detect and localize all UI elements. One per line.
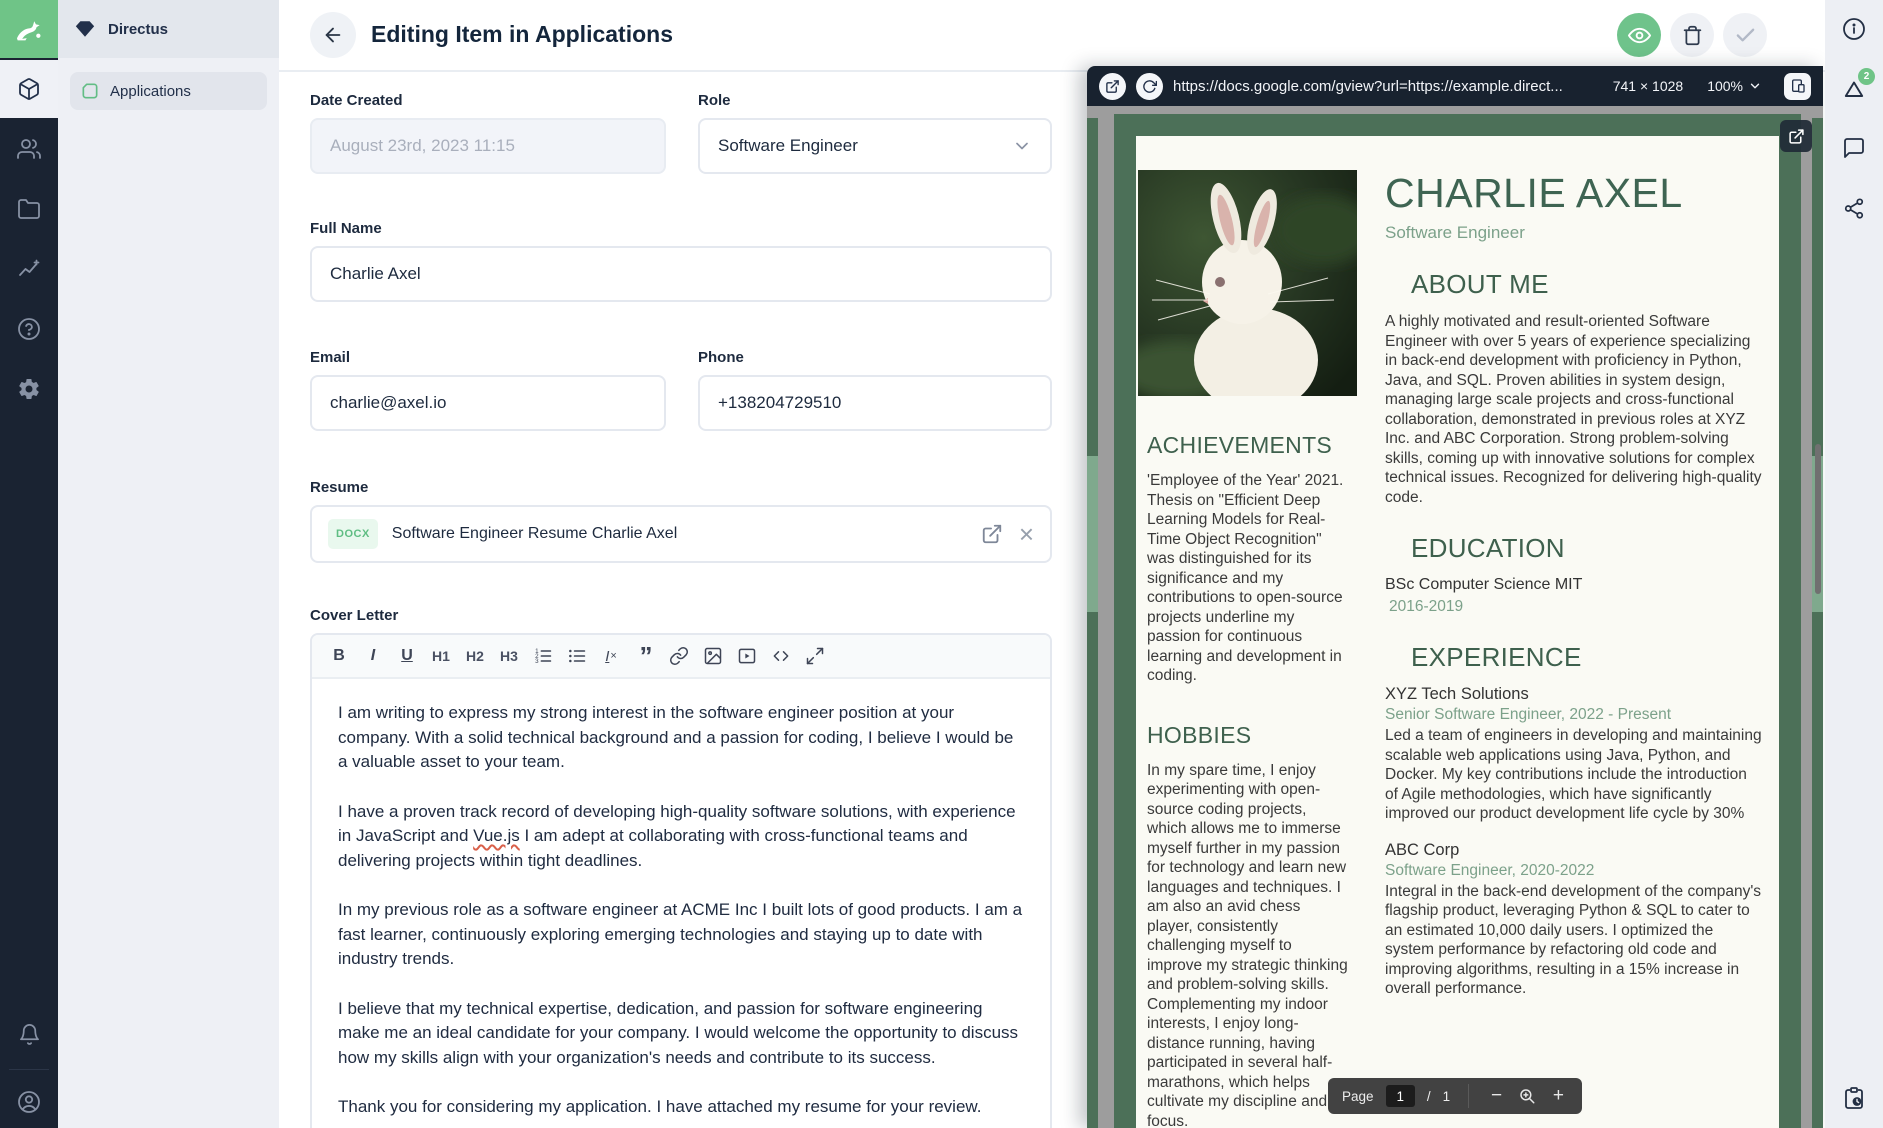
info-button[interactable] [1842,17,1866,41]
help-icon [17,317,41,341]
job-company: XYZ Tech Solutions [1385,685,1529,703]
project-switcher[interactable] [58,0,279,58]
fullscreen-button[interactable] [802,641,828,671]
notifications-button[interactable] [0,1005,58,1063]
module-help[interactable] [0,300,58,358]
file-type-badge: DOCX [328,519,378,549]
paragraph: I am writing to express my strong interest in the software engineer position at your company. With a solid technical background and a passion for coding, I believe I would be a valuable asset to your team. [338,703,1014,771]
popout-button[interactable] [1780,120,1812,152]
email-value: charlie@axel.io [330,393,447,412]
resume-file-name: Software Engineer Resume Charlie Axel [391,525,678,542]
back-button[interactable] [310,12,356,58]
display-size-button[interactable] [1784,73,1811,100]
page-label: Page [1342,1088,1374,1104]
page-header [279,0,1825,72]
refresh-button[interactable] [1136,73,1163,100]
experience-job [1385,841,1763,999]
email-label: Email [310,349,351,366]
h1-button[interactable]: H1 [432,648,450,664]
project-name: Directus [108,20,169,38]
resume-label: Resume [310,479,369,496]
clipboard-clock-icon [1842,1086,1866,1110]
display-size-icon [1790,78,1806,94]
zoom-in-button[interactable]: + [1552,1085,1565,1106]
trash-icon [1682,25,1703,46]
email-field[interactable] [310,375,666,431]
open-in-new-icon [1105,79,1120,94]
info-icon [1842,17,1866,41]
delete-button[interactable] [1670,13,1714,57]
role-value: Software Engineer [718,136,858,155]
preview-button[interactable] [1617,13,1661,57]
share-button[interactable] [1843,197,1866,220]
paragraph: I have a proven track record of developing high-quality software solutions, with experience in JavaScript and Vue.js I am adept at collaborating with cross-functional teams and delivering projects within tight deadlines. [338,801,1016,870]
page-edge-right [1812,118,1823,1128]
sidebar-item-applications[interactable] [70,72,267,110]
code-button[interactable] [768,641,794,671]
resume-document-page [1114,114,1801,1128]
h3-button[interactable]: H3 [500,648,518,664]
refresh-icon [1142,79,1157,94]
job-company: ABC Corp [1385,840,1460,859]
svg-text:2: 2 [535,653,539,661]
check-icon [1734,24,1757,47]
paragraph: Thank you for considering my application. I have attached my resume for your review. [338,1097,982,1116]
hobbies-heading: HOBBIES [1147,721,1252,748]
resume-name: CHARLIE AXEL [1385,170,1683,216]
education-years: 2016-2019 [1389,598,1464,615]
link-icon [669,646,689,666]
profile-photo [1138,170,1357,396]
document-viewer[interactable] [1087,106,1823,1128]
editor-toolbar [312,635,1050,679]
directus-logo[interactable] [0,0,58,58]
gem-icon [74,18,96,40]
insert-video-button[interactable] [734,641,760,671]
image-icon [703,646,723,666]
resume-file-field[interactable] [310,505,1052,563]
eye-icon [1628,24,1651,47]
bullet-list-icon [567,646,587,666]
svg-text:3: 3 [535,658,539,666]
remove-file-icon[interactable]: × [1018,519,1034,549]
bullet-list-button[interactable] [564,641,590,671]
preview-drawer [1087,66,1823,1128]
education-degree: BSc Computer Science MIT [1385,576,1583,593]
cover-letter-content[interactable] [312,679,1050,1128]
users-icon [17,137,41,161]
video-icon [737,646,757,666]
zoom-select[interactable] [1707,78,1762,94]
pager-divider [1468,1084,1469,1108]
zoom-tool-button[interactable] [1518,1087,1537,1105]
preview-url[interactable]: https://docs.google.com/gview?url=https://example.direct... [1173,77,1563,95]
page-controls [1328,1078,1582,1114]
module-users[interactable] [0,120,58,178]
box-icon [17,77,41,101]
full-name-value: Charlie Axel [330,264,421,283]
role-select[interactable] [698,118,1052,174]
rail-divider [9,1069,49,1070]
module-settings[interactable] [0,360,58,418]
page-number-input[interactable]: 1 [1386,1085,1415,1107]
job-description: Integral in the back-end development of the company's flagship product, leveraging Python & SQL to cater to an estimated 10,000 daily users. I optimized the system performance by refactoring old code and improving algorithms, resulting in a 15% increase in overall performance. [1385,882,1762,997]
fullscreen-icon [805,646,825,666]
revisions-badge: 2 [1858,68,1875,85]
comments-button[interactable] [1842,136,1866,160]
right-sidebar [1825,0,1883,1128]
arrow-left-icon [322,24,344,46]
preview-header [1087,66,1823,106]
insights-icon [17,257,41,281]
revisions-button[interactable] [1842,71,1870,101]
cover-letter-label: Cover Letter [310,607,399,624]
preview-dimensions: 741 × 1028 [1612,78,1684,94]
user-menu-button[interactable] [0,1076,58,1128]
open-in-new-icon [1788,128,1805,145]
module-files[interactable] [0,180,58,238]
cover-letter-editor [310,633,1052,1128]
chevron-down-icon [1012,136,1032,156]
paragraph: I believe that my technical expertise, dedication, and passion for software engineering make me an ideal candidate for your company. I would welcome the opportunity to discuss how my skills align with your organization's needs and contribute to its success. [338,998,1019,1067]
collection-icon [80,81,100,101]
ordered-list-button[interactable] [530,641,556,671]
full-name-field[interactable] [310,246,1052,302]
about-text: A highly motivated and result-oriented Software Engineer with over 5 years of experience specializing in back-end development with proficiency in Python, Java, and SQL. Proven abilities in system design, managing large scale projects and cross-functional collaboration, demonstrated in previous roles at XYZ Inc. and ABC Corporation. Strong problem-solving skills, coming up with innovative solutions for complex technical issues. Recognized for delivering high-quality code. [1385,313,1762,506]
role-label: Role [698,92,731,109]
activity-log-button[interactable] [1842,1086,1866,1110]
achievements-heading: ACHIEVEMENTS [1147,432,1333,458]
rabbit-logo-icon [12,12,46,46]
insert-image-button[interactable] [700,641,726,671]
italic-button[interactable]: I [370,647,376,664]
zoom-out-button[interactable]: − [1490,1085,1503,1106]
folder-icon [17,197,41,221]
experience-heading: EXPERIENCE [1411,642,1582,672]
code-icon [771,646,791,666]
education-heading: EDUCATION [1411,533,1565,563]
chevron-down-icon [1748,79,1762,93]
date-created-label: Date Created [310,92,403,109]
paragraph: In my previous role as a software engineer at ACME Inc I built lots of good products. I am a fast learner, continuously exploring emerging technologies and staying up to date with industry trends. [338,900,1023,968]
user-circle-icon [17,1090,41,1114]
full-name-label: Full Name [310,220,382,237]
date-created-field [310,118,666,174]
job-description: Led a team of engineers in developing and maintaining scalable web applications using Java, Python, and Docker. My key contributions include the introduction of Agile methodologies, which have significantly improved our product development life cycle by 30% [1385,727,1762,822]
nav-sidebar [58,0,279,1128]
open-file-icon[interactable] [981,523,1003,545]
phone-field[interactable] [698,375,1052,431]
resume-role: Software Engineer [1385,223,1525,242]
quote-icon: ” [639,641,651,671]
link-button[interactable] [666,641,692,671]
clear-format-button[interactable]: I × [605,647,617,665]
zoom-level: 100% [1707,78,1743,94]
about-heading: ABOUT ME [1411,269,1549,299]
save-button[interactable] [1723,13,1767,57]
page-edge-left [1087,118,1098,1128]
viewer-scrollbar[interactable] [1815,444,1821,594]
share-icon [1843,197,1866,220]
magnifier-plus-icon [1518,1087,1536,1105]
page-separator: / [1426,1088,1431,1104]
bold-button[interactable]: B [333,647,345,664]
module-bar [0,0,58,1128]
job-title-period: Software Engineer, 2020-2022 [1385,861,1595,879]
blockquote-button[interactable] [632,641,658,671]
page-total: 1 [1442,1088,1451,1104]
phone-label: Phone [698,349,744,366]
bell-icon [18,1023,41,1046]
ordered-list-icon [533,646,553,666]
hobbies-text: In my spare time, I enjoy experimenting with open-source coding projects, which allows me to immerse myself further in my passion for technology and learn new languages and techniques. I am also an avid chess player, consistently challenging myself to improve my strategic thinking and problem-solving skills. Complementing my indoor interests, I enjoy long-distance running, having participated in several half-marathons, which helps cultivate my discipline and focus. [1147,761,1348,1128]
svg-text:1: 1 [535,648,539,656]
module-insights[interactable] [0,240,58,298]
underline-button[interactable]: U [401,647,413,664]
date-created-value: August 23rd, 2023 11:15 [330,136,515,155]
h2-button[interactable]: H2 [466,648,484,664]
comment-icon [1842,136,1866,160]
misspelled-word: Vue.js [473,826,520,845]
gear-icon [17,377,41,401]
job-title-period: Senior Software Engineer, 2022 - Present [1385,706,1672,723]
page-title: Editing Item in Applications [371,21,673,47]
experience-job [1385,685,1763,824]
achievements-text: 'Employee of the Year' 2021. Thesis on "Efficient Deep Learning Models for Real-Time Object Recognition" was distinguished for its significance and my contributions to open-source projects underline my passion for continuous learning and development in coding. [1147,472,1344,684]
phone-value: +138204729510 [718,393,842,412]
open-in-new-button[interactable] [1099,73,1126,100]
module-content[interactable] [0,60,58,118]
sidebar-item-label: Applications [110,82,191,100]
